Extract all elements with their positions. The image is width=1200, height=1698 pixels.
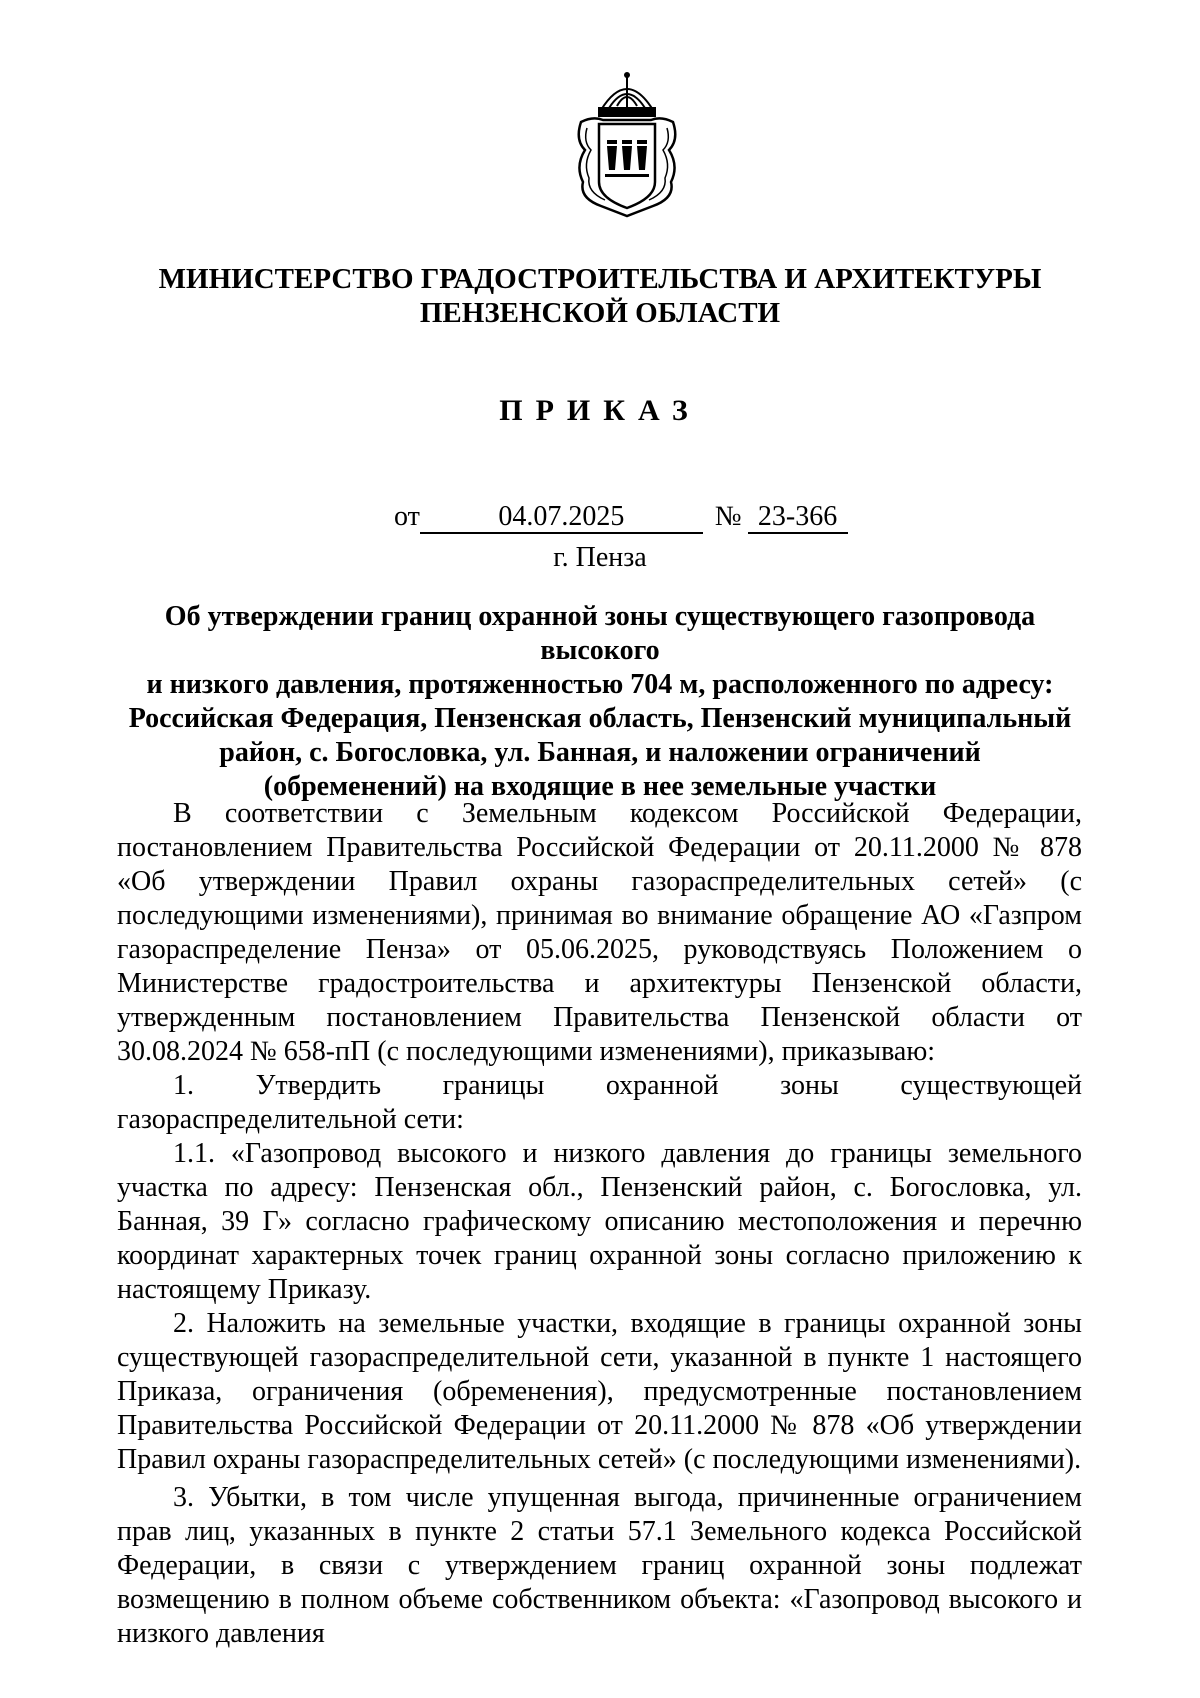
subject-line: (обременений) на входящие в нее земельные участки [263, 771, 937, 802]
clause-3: 3. Убытки, в том числе упущенная выгода, причиненные ограничением прав лиц, указанных в пункте 2 статьи 57.1 Земельного кодекса Российской Федерации, в связи с утверждением границ охранной зоны подлежат возмещению в полном объеме собственником объекта: «Газопровод высокого и низкого давления [117, 1482, 1082, 1649]
order-number: 23-366 [748, 502, 848, 534]
ministry-name-line1: МИНИСТЕРСТВО ГРАДОСТРОИТЕЛЬСТВА И АРХИТЕКТУРЫ [158, 263, 1042, 295]
subject-line: Об утверждении границ охранной зоны существующего газопровода высокого [164, 601, 1036, 666]
order-date: 04.07.2025 [420, 502, 703, 534]
clause-1: 1. Утвердить границы охранной зоны существующей газораспределительной сети: [117, 1070, 1082, 1135]
ministry-name-line2: ПЕНЗЕНСКОЙ ОБЛАСТИ [419, 297, 781, 329]
document-type-title: ПРИКАЗ [499, 394, 701, 427]
subject-line: и низкого давления, протяженностью 704 м, расположенного по адресу: [146, 669, 1054, 700]
order-body [117, 797, 1082, 1651]
coat-of-arms-icon [571, 70, 683, 220]
date-label: от [394, 501, 420, 532]
city-name: г. Пенза [553, 542, 647, 573]
order-subject-heading [120, 600, 1080, 804]
clause-2: 2. Наложить на земельные участки, входящие в границы охранной зоны существующей газораспределительной сети, указанной в пункте 1 настоящего Приказа, ограничения (обременения), предусмотренные постановлением Правительства Российской Федерации от 20.11.2000 № 878 «Об утверждении Правил охраны газораспределительных сетей» (с последующими изменениями). [117, 1308, 1082, 1475]
clause-1-1: 1.1. «Газопровод высокого и низкого давления до границы земельного участка по адресу: Пензенская обл., Пензенский район, с. Богословка, ул. Банная, 39 Г» согласно графическому описанию местоположения и перечню координат характерных точек границ охранной зоны согласно приложению к настоящему Приказу. [117, 1138, 1082, 1305]
subject-line: район, с. Богословка, ул. Банная, и наложении ограничений [219, 737, 981, 768]
subject-line: Российская Федерация, Пензенская область, Пензенский муниципальный [128, 703, 1072, 734]
number-label: № [714, 501, 742, 532]
order-date-number-line [394, 500, 848, 534]
preamble-paragraph: В соответствии с Земельным кодексом Российской Федерации, постановлением Правительства Российской Федерации от 20.11.2000 № 878 «Об утверждении Правил охраны газораспределительных сетей» (с последующими изменениями), принимая во внимание обращение АО «Газпром газораспределение Пенза» от 05.06.2025, руководствуясь Положением о Министерстве градостроительства и архитектуры Пензенской области, утвержденным постановлением Правительства Пензенской области от 30.08.2024 № 658-пП (с последующими изменениями), приказываю: [117, 798, 1082, 1067]
